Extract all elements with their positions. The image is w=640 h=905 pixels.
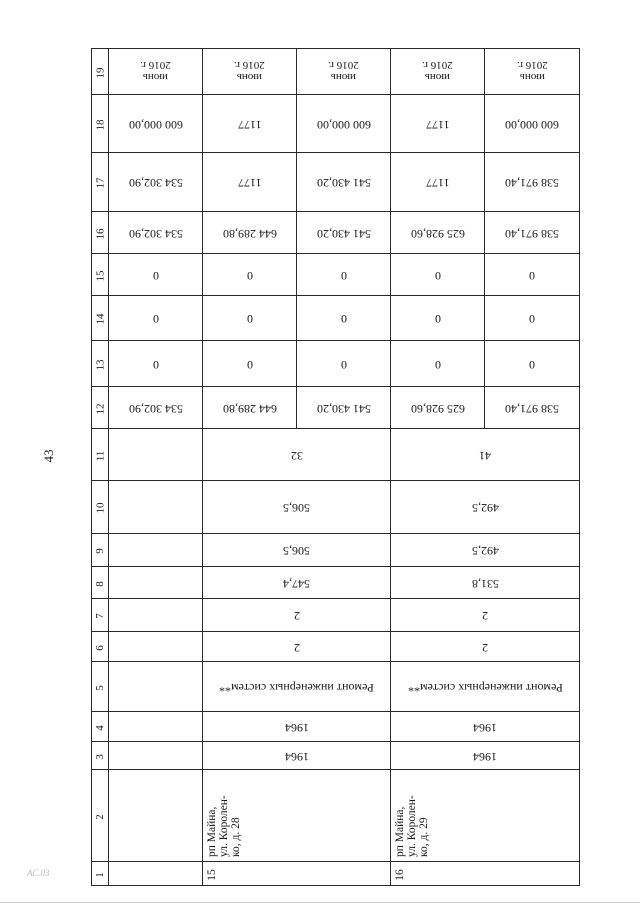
cell: 0	[391, 341, 485, 387]
table-row	[92, 742, 580, 770]
cell: 2	[203, 632, 391, 662]
cell: 32	[203, 429, 391, 481]
cell: Ремонт инженерных систем**	[203, 662, 391, 712]
cell: 1177	[391, 153, 485, 212]
cell: 600 000,00	[485, 95, 580, 153]
column-number-6: 6	[92, 632, 109, 662]
column-number-9: 9	[92, 534, 109, 567]
cell	[109, 599, 203, 632]
address-cell	[391, 770, 580, 862]
cell: 644 289,80	[203, 212, 297, 254]
cell: 1964	[203, 712, 391, 742]
table-row	[92, 534, 580, 567]
cell: 492,5	[391, 481, 580, 534]
cell: 2	[391, 599, 580, 632]
cell: 1177	[391, 95, 485, 153]
cell: 538 971,40	[485, 212, 580, 254]
cell: 600 000,00	[297, 95, 391, 153]
cell: 0	[203, 341, 297, 387]
cell: 625 928,60	[391, 387, 485, 429]
cell	[109, 632, 203, 662]
table-row	[92, 712, 580, 742]
cell	[109, 742, 203, 770]
cell: 1964	[391, 712, 580, 742]
table-row	[92, 429, 580, 481]
cell: июнь 2016 г.	[485, 49, 580, 95]
cell	[109, 712, 203, 742]
cell: 0	[203, 296, 297, 341]
table-row	[92, 95, 580, 153]
cell: 41	[391, 429, 580, 481]
cell: 541 430,20	[297, 387, 391, 429]
cell: 534 302,90	[109, 387, 203, 429]
cell: 0	[297, 254, 391, 296]
cell: 534 302,90	[109, 212, 203, 254]
cell: 0	[109, 296, 203, 341]
cell: 531,8	[391, 567, 580, 599]
column-number-17: 17	[92, 153, 109, 212]
cell: 541 430,20	[297, 153, 391, 212]
column-number-2: 2	[92, 770, 109, 862]
cell: 2	[391, 632, 580, 662]
table-row	[92, 387, 580, 429]
address-cell	[203, 770, 391, 862]
cell: 2	[203, 599, 391, 632]
cell: июнь 2016 г.	[109, 49, 203, 95]
cell: 600 000,00	[109, 95, 203, 153]
column-number-18: 18	[92, 95, 109, 153]
column-number-3: 3	[92, 742, 109, 770]
cell: 625 928,60	[391, 212, 485, 254]
margin-mark: АС.03	[27, 868, 50, 878]
cell	[109, 862, 203, 886]
table-row	[92, 296, 580, 341]
cell: 506,5	[203, 534, 391, 567]
cell: 547,4	[203, 567, 391, 599]
cell: 492,5	[391, 534, 580, 567]
cell: 0	[391, 296, 485, 341]
column-number-15: 15	[92, 254, 109, 296]
row-number: 15	[205, 868, 218, 881]
cell: Ремонт инженерных систем**	[391, 662, 580, 712]
cell: 0	[109, 341, 203, 387]
cell	[109, 534, 203, 567]
cell: 1964	[203, 742, 391, 770]
cell: июнь 2016 г.	[203, 49, 297, 95]
cell: 0	[297, 296, 391, 341]
cell: 1964	[391, 742, 580, 770]
cell: 644 289,80	[203, 387, 297, 429]
table-row	[92, 212, 580, 254]
cell	[109, 429, 203, 481]
row-number: 16	[393, 868, 406, 881]
table-row	[92, 662, 580, 712]
table-row	[92, 341, 580, 387]
page-edge-line	[0, 902, 640, 903]
cell: 541 430,20	[297, 212, 391, 254]
cell: 1177	[203, 95, 297, 153]
table-row	[92, 599, 580, 632]
cell: июнь 2016 г.	[391, 49, 485, 95]
row-number-cell	[203, 862, 391, 886]
column-number-13: 13	[92, 341, 109, 387]
column-number-19: 19	[92, 49, 109, 95]
table-row	[92, 770, 580, 862]
table-row	[92, 862, 580, 886]
table-row	[92, 632, 580, 662]
address-text: рп Майна, ул. Королен- ко, д. 29	[394, 795, 430, 857]
column-number-16: 16	[92, 212, 109, 254]
column-number-8: 8	[92, 567, 109, 599]
cell	[109, 481, 203, 534]
table-row	[92, 481, 580, 534]
address-text: рп Майна, ул. Королен- ко, д. 28	[206, 795, 242, 857]
cell	[109, 567, 203, 599]
cell: 0	[391, 254, 485, 296]
cell: 0	[485, 296, 580, 341]
cell: 0	[109, 254, 203, 296]
cell: 1177	[203, 153, 297, 212]
column-number-11: 11	[92, 429, 109, 481]
column-number-5: 5	[92, 662, 109, 712]
housing-repair-table	[91, 48, 580, 886]
column-number-12: 12	[92, 387, 109, 429]
row-number-cell	[391, 862, 580, 886]
cell: 506,5	[203, 481, 391, 534]
table-row	[92, 567, 580, 599]
cell: 0	[297, 341, 391, 387]
cell: 538 971,40	[485, 387, 580, 429]
cell: 0	[203, 254, 297, 296]
cell	[109, 662, 203, 712]
column-number-1: 1	[92, 862, 109, 886]
table-row	[92, 254, 580, 296]
cell: 538 971,40	[485, 153, 580, 212]
table-row	[92, 153, 580, 212]
column-number-14: 14	[92, 296, 109, 341]
column-number-7: 7	[92, 599, 109, 632]
cell: 0	[485, 254, 580, 296]
column-number-4: 4	[92, 712, 109, 742]
cell: июнь 2016 г.	[297, 49, 391, 95]
table-row	[92, 49, 580, 95]
cell: 534 302,90	[109, 153, 203, 212]
column-number-10: 10	[92, 481, 109, 534]
cell: 0	[485, 341, 580, 387]
cell	[109, 770, 203, 862]
page-number: 43	[41, 449, 56, 463]
